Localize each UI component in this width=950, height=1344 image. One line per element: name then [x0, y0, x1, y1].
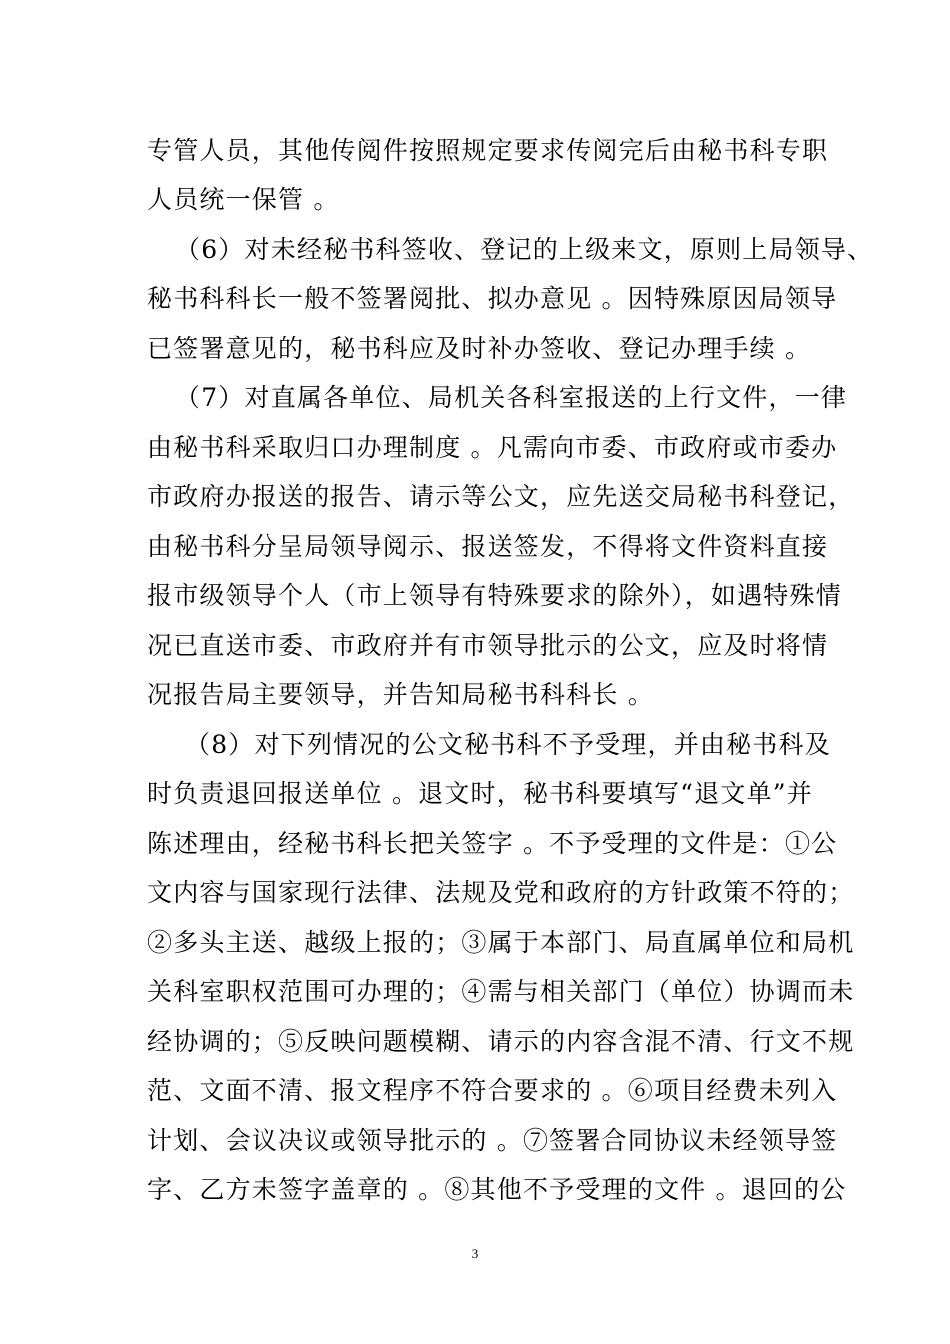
text-line: 文内容与国家现行法律、法规及党和政府的方针政策不符的； [147, 878, 855, 907]
text-line: 由秘书科分呈局领导阅示、报送签发，不得将文件资料直接 [147, 532, 829, 561]
page-number: 3 [471, 1246, 479, 1261]
text-line: 报市级领导个人（市上领导有特殊要求的除外），如遇特殊情 [147, 581, 842, 610]
text-line: 况已直送市委、市政府并有市领导批示的公文，应及时将情 [147, 631, 829, 660]
text-line: （6）对未经秘书科签收、登记的上级来文，原则上局领导、 [175, 235, 874, 264]
text-line: 经协调的；⑤反映问题模糊、请示的内容含混不清、行文不规 [147, 1027, 855, 1056]
text-line: 由秘书科采取归口办理制度 。凡需向市委、市政府或市委办 [147, 433, 838, 462]
text-line: 陈述理由，经秘书科长把关签字 。不予受理的文件是：①公 [147, 829, 838, 858]
text-line: 关科室职权范围可办理的；④需与相关部门（单位）协调而未 [147, 977, 855, 1006]
text-line: 时负责退回报送单位 。退文时，秘书科要填写“退文单”并 [147, 779, 813, 808]
text-line: 况报告局主要领导，并告知局秘书科科长 。 [147, 680, 654, 709]
text-line: 秘书科科长一般不签署阅批、拟办意见 。因特殊原因局领导 [147, 284, 838, 313]
text-line: 计划、会议决议或领导批示的 。⑦签署合同协议未经领导签 [147, 1126, 838, 1155]
text-line: （7）对直属各单位、局机关各科室报送的上行文件，一律 [175, 383, 848, 412]
text-line: 范、文面不清、报文程序不符合要求的 。⑥项目经费未列入 [147, 1076, 838, 1105]
text-line: 字、乙方未签字盖章的 。⑧其他不予受理的文件 。退回的公 [147, 1175, 847, 1204]
text-line: 专管人员，其他传阅件按照规定要求传阅完后由秘书科专职 [147, 136, 829, 165]
text-line: 已签署意见的，秘书科应及时补办签收、登记办理手续 。 [147, 334, 812, 363]
text-line: ②多头主送、越级上报的；③属于本部门、局直属单位和局机 [147, 928, 855, 957]
text-line: 人员统一保管 。 [147, 185, 340, 214]
text-line: （8）对下列情况的公文秘书科不予受理，并由秘书科及 [185, 730, 831, 759]
text-line: 市政府办报送的报告、请示等公文，应先送交局秘书科登记， [147, 482, 855, 511]
